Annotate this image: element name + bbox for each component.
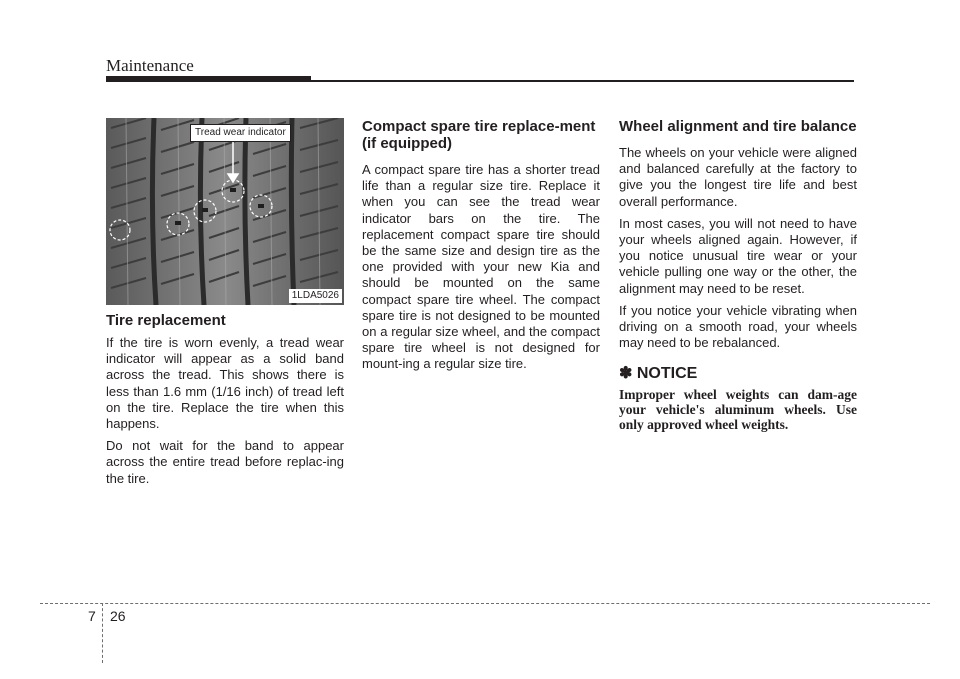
tire-tread-figure xyxy=(106,118,344,305)
wheel-alignment-heading: Wheel alignment and tire balance xyxy=(619,118,857,135)
wheel-alignment-paragraph: If you notice your vehicle vibrating when driving on a smooth road, your wheels may need to be rebalanced. xyxy=(619,302,857,351)
compact-spare-heading: Compact spare tire replace-ment (if equipped) xyxy=(362,118,596,152)
footer-rule-horizontal xyxy=(40,603,930,604)
wheel-alignment-paragraph: The wheels on your vehicle were aligned and balanced carefully at the factory to give you the longest tire life and best overall performance. xyxy=(619,145,857,209)
tire-replacement-heading: Tire replacement xyxy=(106,312,226,329)
footer-rule-vertical xyxy=(102,603,103,663)
column-middle xyxy=(362,118,600,373)
tire-tread-illustration xyxy=(106,118,344,305)
notice-body: Improper wheel weights can dam-age your vehicle's aluminum wheels. Use only approved wheel weights. xyxy=(619,387,857,433)
section-title: Maintenance xyxy=(106,56,194,75)
figure-code: 1LDA5026 xyxy=(289,289,342,303)
page-number: 26 xyxy=(110,608,126,624)
tire-replacement-paragraph: Do not wait for the band to appear across the entire tread before replac-ing the tire. xyxy=(106,438,344,486)
notice-title: ✽ NOTICE xyxy=(619,365,698,383)
column-right xyxy=(619,118,857,432)
wheel-alignment-paragraph: In most cases, you will not need to have your wheels aligned again. However, if you notice unusual tire wear or your vehicle pulling one way or the other, the alignment may need to be reset. xyxy=(619,215,857,296)
compact-spare-paragraph: A compact spare tire has a shorter tread life than a regular size tire. Replace it when you can see the tread wear indicator bars on the tire. The replacement compact spare tire should be the same size and design tire as the one provided with your new Kia and should be mounted on the same compact spare tire wheel. The compact spare tire is not designed to be mounted on a regular size wheel, and the compact spare tire wheel is not designed for mount-ing a regular size tire. xyxy=(362,162,600,372)
header-rule-thin xyxy=(311,80,854,82)
tire-replacement-paragraph: If the tire is worn evenly, a tread wear indicator will appear as a solid band across the tread. This shows there is less than 1.6 mm (1/16 inch) of tread left on the tire. Replace the tire when this happens. xyxy=(106,335,344,432)
chapter-number: 7 xyxy=(88,608,96,624)
tread-wear-indicator-label: Tread wear indicator xyxy=(190,124,291,142)
header-rule-thick xyxy=(106,76,311,82)
column-left xyxy=(106,118,344,487)
